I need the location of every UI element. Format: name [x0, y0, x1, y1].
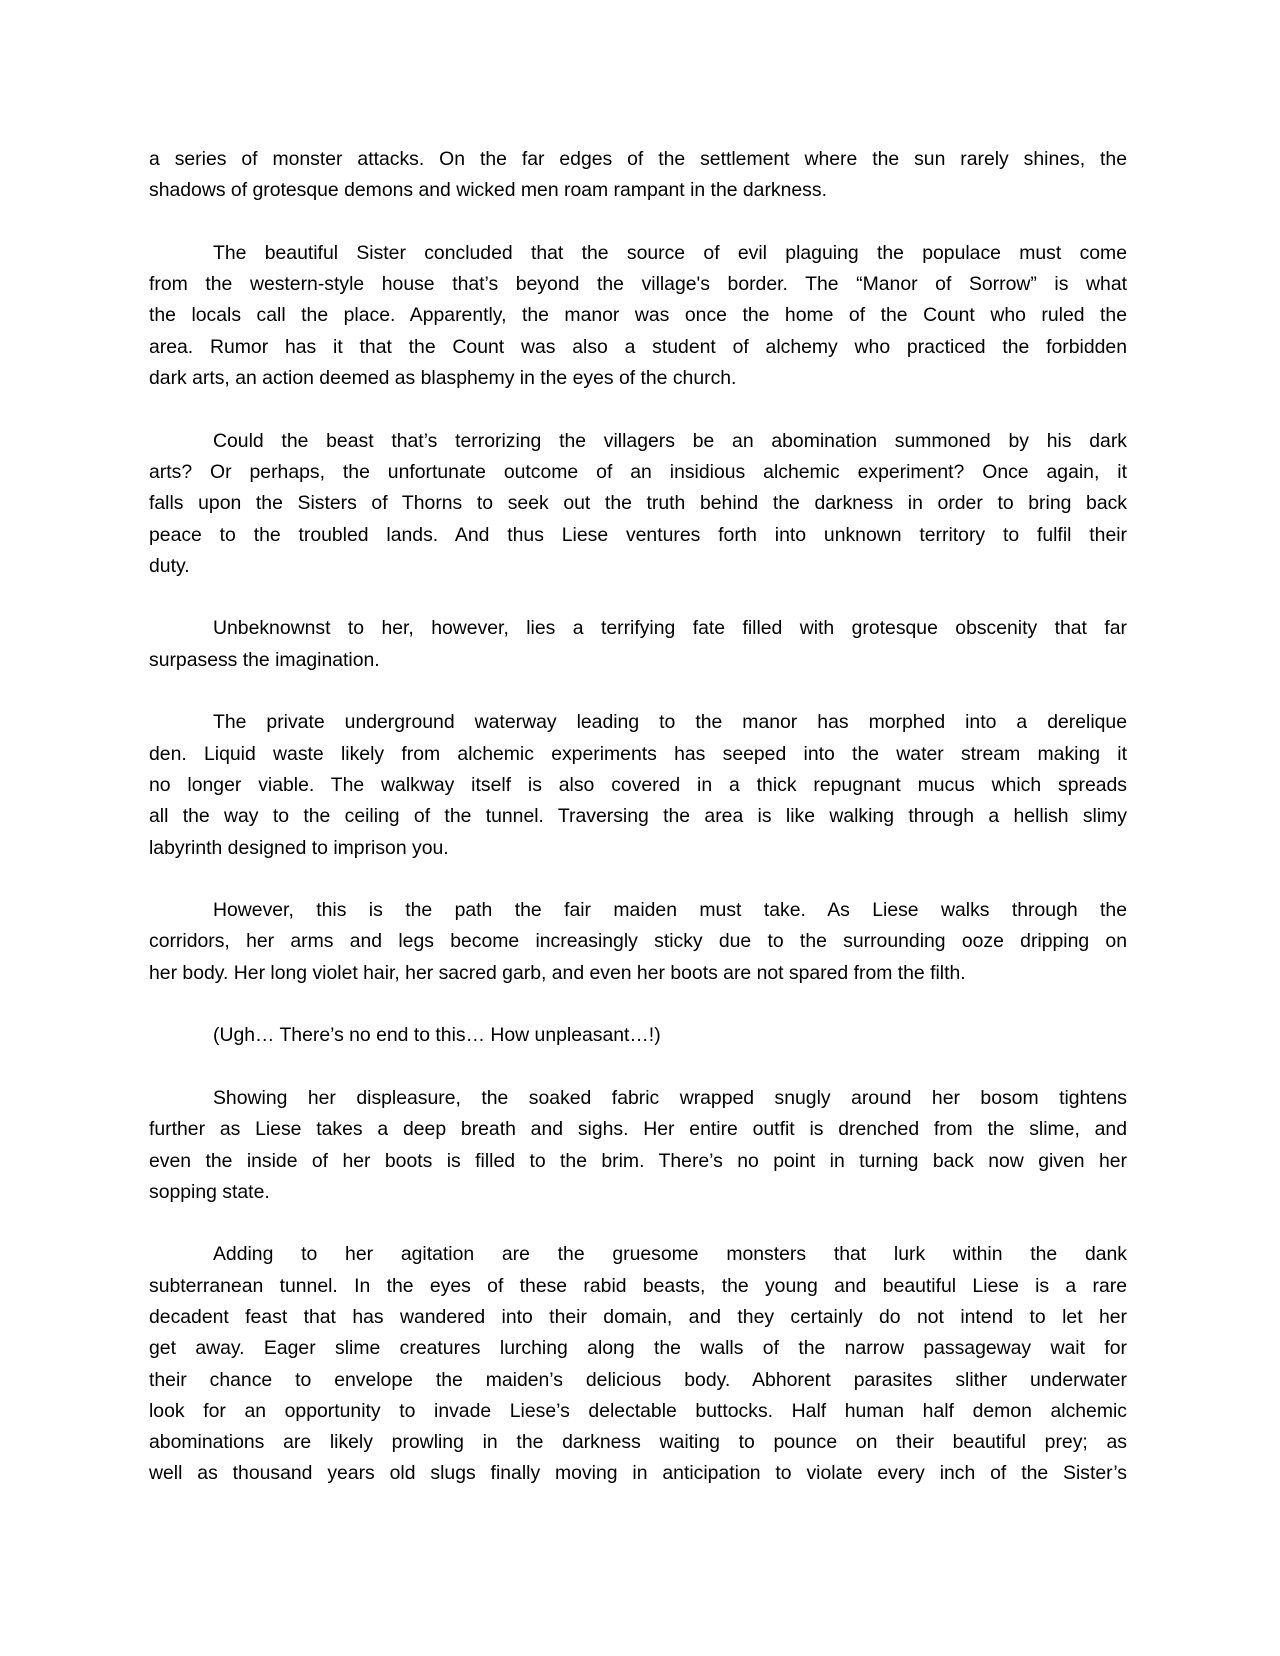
text-line: The beautiful Sister concluded that the source of evil plaguing the populace must come — [213, 241, 1127, 264]
text-line: dark arts, an action deemed as blasphemy in the eyes of the church. — [149, 367, 737, 390]
paragraph-3 — [149, 426, 1127, 582]
text-line: den. Liquid waste likely from alchemic experiments has seeped into the water stream making it — [149, 742, 1127, 765]
text-line: further as Liese takes a deep breath and sighs. Her entire outfit is drenched from the slime, and — [149, 1118, 1127, 1141]
text-line: However, this is the path the fair maiden must take. As Liese walks through the — [213, 899, 1127, 922]
text-line: get away. Eager slime creatures lurching along the walls of the narrow passageway wait for — [149, 1337, 1127, 1360]
text-line: look for an opportunity to invade Liese’s delectable buttocks. Half human half demon alchemic — [149, 1399, 1127, 1422]
text-line: her body. Her long violet hair, her sacred garb, and even her boots are not spared from the filth. — [149, 961, 966, 984]
text-line: Adding to her agitation are the gruesome monsters that lurk within the dank — [213, 1243, 1127, 1266]
paragraph-7 — [149, 1020, 1127, 1051]
text-line: labyrinth designed to imprison you. — [149, 836, 449, 859]
text-line: a series of monster attacks. On the far edges of the settlement where the sun rarely shines, the — [149, 148, 1127, 170]
text-line: (Ugh… There’s no end to this… How unpleasant…!) — [213, 1024, 661, 1047]
text-line: area. Rumor has it that the Count was also a student of alchemy who practiced the forbidden — [149, 335, 1127, 358]
paragraph-8 — [149, 1083, 1127, 1208]
document-body — [149, 144, 1127, 1521]
paragraph-5 — [149, 707, 1127, 863]
text-line: Showing her displeasure, the soaked fabric wrapped snugly around her bosom tightens — [213, 1086, 1127, 1109]
text-line: duty. — [149, 554, 190, 577]
text-line: Could the beast that’s terrorizing the villagers be an abomination summoned by his dark — [213, 429, 1127, 452]
text-line: their chance to envelope the maiden’s delicious body. Abhorent parasites slither underwater — [149, 1368, 1127, 1391]
text-line: The private underground waterway leading to the manor has morphed into a derelique — [213, 711, 1127, 734]
text-line: sopping state. — [149, 1180, 270, 1203]
text-line: even the inside of her boots is filled to the brim. There’s no point in turning back now given her — [149, 1149, 1127, 1172]
text-line: the locals call the place. Apparently, the manor was once the home of the Count who ruled the — [149, 304, 1127, 327]
paragraph-2 — [149, 238, 1127, 394]
text-line: abominations are likely prowling in the darkness waiting to pounce on their beautiful prey; as — [149, 1431, 1127, 1454]
text-line: corridors, her arms and legs become increasingly sticky due to the surrounding ooze dripping on — [149, 930, 1127, 953]
text-line: surpasess the imagination. — [149, 648, 380, 671]
paragraph-9 — [149, 1239, 1127, 1489]
text-line: from the western-style house that’s beyond the village's border. The “Manor of Sorrow” is what — [149, 273, 1127, 296]
paragraph-6 — [149, 895, 1127, 989]
text-line: peace to the troubled lands. And thus Liese ventures forth into unknown territory to fulfil their — [149, 523, 1127, 546]
text-line: all the way to the ceiling of the tunnel. Traversing the area is like walking through a hellish slimy — [149, 805, 1127, 828]
text-line: no longer viable. The walkway itself is also covered in a thick repugnant mucus which spreads — [149, 773, 1127, 796]
text-line: well as thousand years old slugs finally moving in anticipation to violate every inch of the Sister’s — [149, 1462, 1127, 1485]
text-line: subterranean tunnel. In the eyes of these rabid beasts, the young and beautiful Liese is a rare — [149, 1274, 1127, 1297]
text-line: shadows of grotesque demons and wicked men roam rampant in the darkness. — [149, 179, 827, 202]
text-line: arts? Or perhaps, the unfortunate outcome of an insidious alchemic experiment? Once again, it — [149, 460, 1127, 483]
text-line: decadent feast that has wandered into their domain, and they certainly do not intend to let her — [149, 1305, 1127, 1328]
text-line: Unbeknownst to her, however, lies a terrifying fate filled with grotesque obscenity that far — [213, 617, 1127, 640]
paragraph-1 — [149, 144, 1127, 207]
paragraph-4 — [149, 613, 1127, 676]
text-line: falls upon the Sisters of Thorns to seek out the truth behind the darkness in order to bring back — [149, 492, 1127, 515]
